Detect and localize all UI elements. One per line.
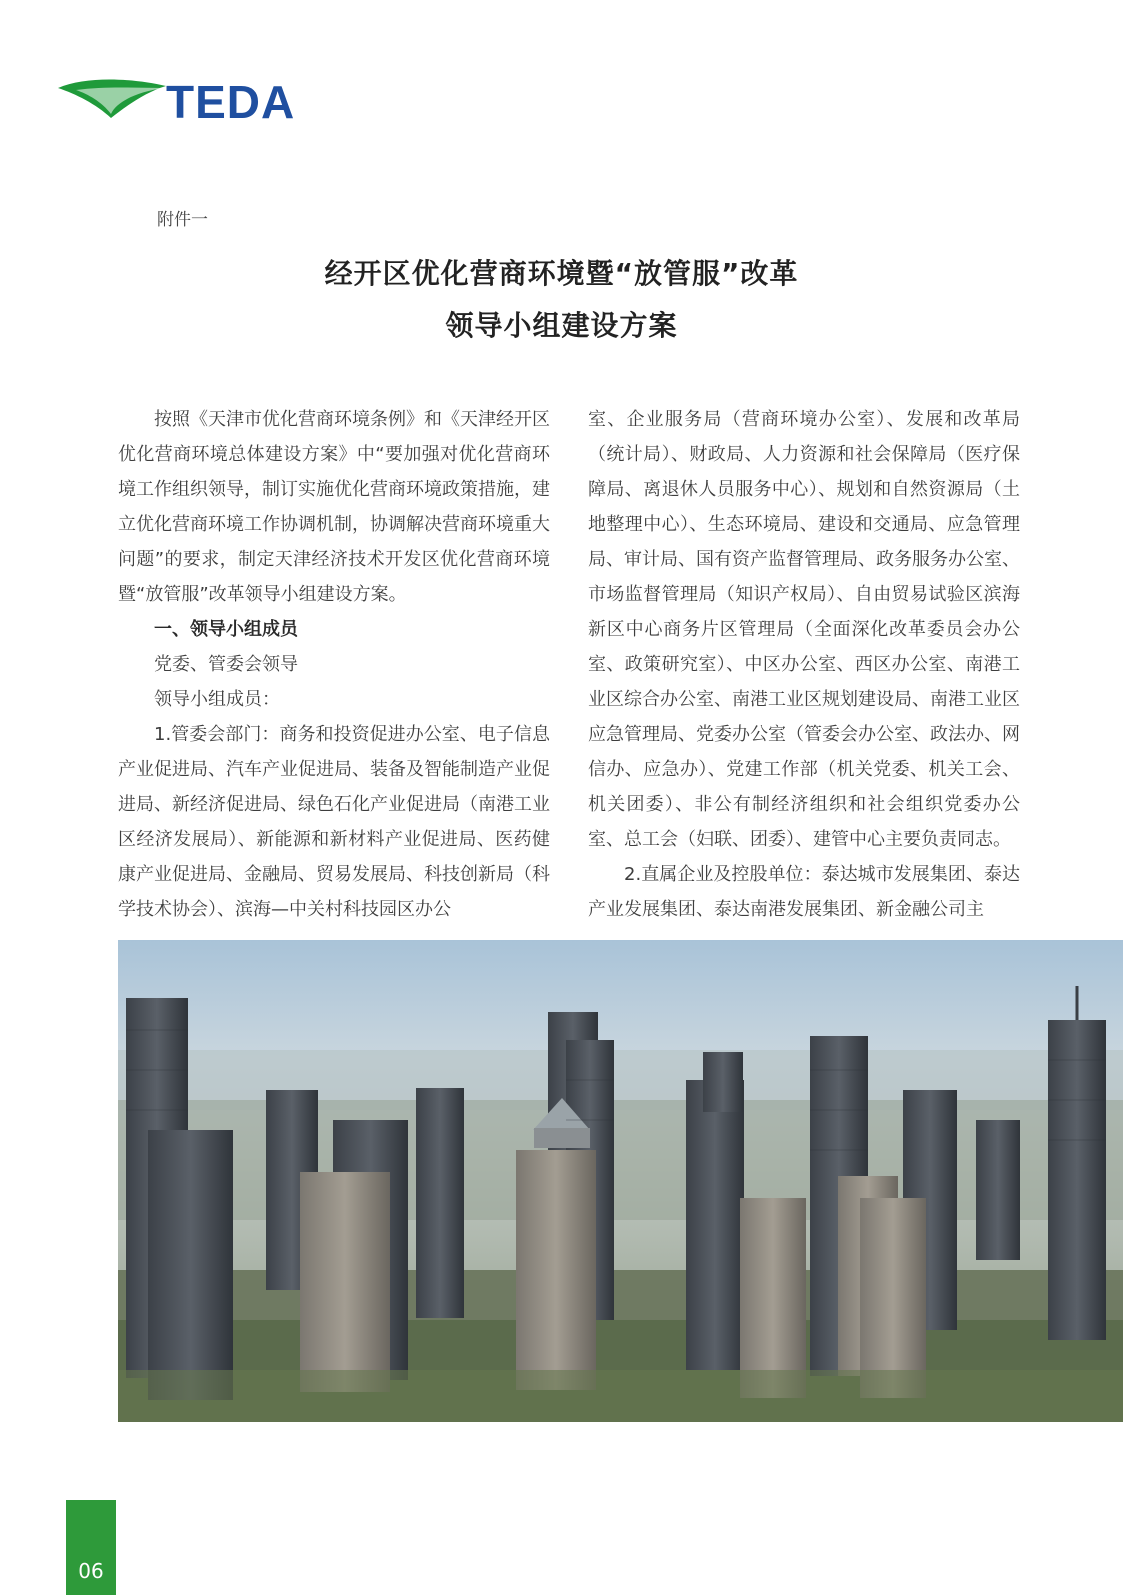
- document-title-line2: 领导小组建设方案: [445, 309, 678, 342]
- section-heading: 一、领导小组成员: [154, 619, 298, 640]
- page-number-box: [66, 1500, 116, 1595]
- left-column: [118, 402, 550, 927]
- item1-continuation: 室、企业服务局（营商环境办公室）、发展和改革局（统计局）、财政局、人力资源和社会保障局（医疗保障局、离退休人员服务中心）、规划和自然资源局（土地整理中心）、生态环境局、建设和交通局、应急管理局、审计局、国有资产监督管理局、政务服务办公室、市场监督管理局（知识产权局）、自由贸易试验区滨海新区中心商务片区管理局（全面深化改革委员会办公室、政策研究室）、中区办公室、西区办公室、南港工业区综合办公室、南港工业区规划建设局、南港工业区应急管理局、党委办公室（管委会办公室、政法办、网信办、应急办）、党建工作部（机关党委、机关工会、机关团委）、非公有制经济组织和社会组织党委办公室、总工会（妇联、团委）、建管中心主要负责同志。: [588, 409, 1020, 850]
- city-skyline-photo: [118, 940, 1123, 1422]
- logo-text: TEDA: [166, 78, 296, 124]
- item1-paragraph: 1.管委会部门：商务和投资促进办公室、电子信息产业促进局、汽车产业促进局、装备及智能制造产业促进局、新经济促进局、绿色石化产业促进局（南港工业区经济发展局）、新能源和新材料产业促进局、医药健康产业促进局、金融局、贸易发展局、科技创新局（科学技术协会）、滨海—中关村科技园区办公: [118, 724, 550, 920]
- right-column: [588, 402, 1020, 927]
- leaders-paragraph: 党委、管委会领导: [154, 654, 298, 675]
- attachment-label: 附件一: [157, 210, 208, 230]
- teda-logo: [56, 78, 356, 124]
- document-title-line1: 经开区优化营商环境暨“放管服”改革: [324, 257, 799, 290]
- teda-logo-icon: [56, 78, 356, 124]
- page-number: 06: [78, 1559, 104, 1583]
- intro-paragraph: 按照《天津市优化营商环境条例》和《天津经开区优化营商环境总体建设方案》中“要加强对优化营商环境工作组织领导，制订实施优化营商环境政策措施，建立优化营商环境工作协调机制，协调解决营商环境重大问题”的要求，制定天津经济技术开发区优化营商环境暨“放管服”改革领导小组建设方案。: [118, 409, 550, 605]
- members-label: 领导小组成员：: [154, 689, 280, 710]
- item2-paragraph: 2.直属企业及控股单位：泰达城市发展集团、泰达产业发展集团、泰达南港发展集团、新金融公司主: [588, 864, 1020, 920]
